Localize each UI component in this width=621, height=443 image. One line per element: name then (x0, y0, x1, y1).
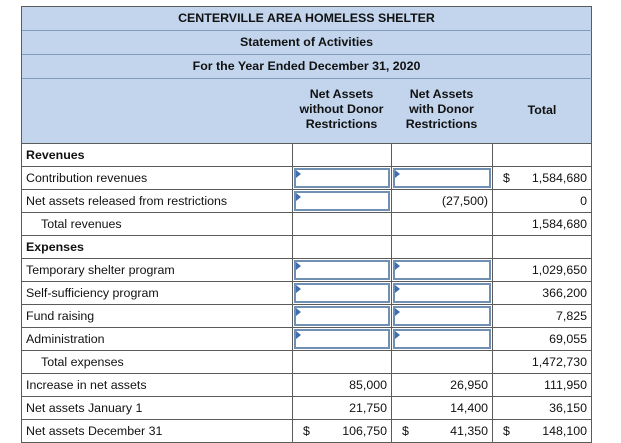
cell (292, 213, 391, 235)
input-marker-icon (296, 170, 301, 178)
with-donor-value: 41,350 (450, 424, 488, 438)
table-row (22, 213, 592, 236)
cell (292, 328, 391, 350)
without-donor-value: 21,750 (349, 401, 387, 415)
total-value: 366,200 (542, 286, 587, 300)
row-label: Fund raising (26, 309, 95, 323)
cell (391, 213, 492, 235)
row-label: Total expenses (41, 355, 124, 369)
administration-without-donor-input[interactable] (294, 329, 390, 349)
dollar-sign: $ (503, 424, 510, 438)
fund-raising-with-donor-input[interactable] (393, 306, 491, 326)
table-row (22, 259, 592, 282)
cell (391, 397, 492, 419)
table-row (22, 144, 592, 167)
row-label: Net assets January 1 (26, 401, 143, 415)
with-donor-value: (27,500) (441, 194, 488, 208)
cell (391, 374, 492, 396)
temporary-shelter-without-donor-input[interactable] (294, 260, 390, 280)
period-title: For the Year Ended December 31, 2020 (22, 55, 592, 79)
cell (492, 213, 592, 235)
temporary-shelter-with-donor-input[interactable] (393, 260, 491, 280)
input-marker-icon (395, 262, 400, 270)
cell (492, 236, 592, 258)
without-donor-value: 106,750 (342, 424, 387, 438)
cell (292, 420, 391, 442)
statement-of-activities-sheet (21, 6, 592, 443)
cell (391, 351, 492, 373)
cell (492, 167, 592, 189)
cell (292, 397, 391, 419)
input-marker-icon (296, 331, 301, 339)
total-value: 0 (580, 194, 587, 208)
cell (492, 144, 592, 166)
total-value: 69,055 (549, 332, 587, 346)
fund-raising-without-donor-input[interactable] (294, 306, 390, 326)
row-label: Increase in net assets (26, 378, 147, 392)
column-header-row (22, 79, 592, 144)
row-label: Total revenues (41, 217, 122, 231)
dollar-sign: $ (503, 171, 510, 185)
input-marker-icon (395, 285, 400, 293)
cell (292, 305, 391, 327)
table-row (22, 167, 592, 190)
cell (391, 328, 492, 350)
cell (492, 259, 592, 281)
cell (292, 167, 391, 189)
cell (391, 259, 492, 281)
cell (492, 374, 592, 396)
header-line: Net Assets (409, 87, 474, 101)
administration-with-donor-input[interactable] (393, 329, 491, 349)
table-row (22, 374, 592, 397)
cell (292, 190, 391, 212)
cell (292, 351, 391, 373)
cell (492, 351, 592, 373)
column-header-without-donor (292, 87, 391, 132)
cell (492, 305, 592, 327)
cell (492, 420, 592, 442)
input-marker-icon (296, 262, 301, 270)
row-label: Net assets released from restrictions (26, 194, 228, 208)
cell (391, 167, 492, 189)
total-value: 7,825 (555, 309, 587, 323)
cell (292, 374, 391, 396)
total-value: 1,472,730 (531, 355, 587, 369)
table-row (22, 236, 592, 259)
input-marker-icon (395, 331, 400, 339)
cell (492, 190, 592, 212)
table-row (22, 351, 592, 374)
cell (292, 236, 391, 258)
dollar-sign: $ (402, 424, 409, 438)
row-label: Temporary shelter program (26, 263, 175, 277)
column-header-total: Total (527, 103, 557, 117)
cell (391, 305, 492, 327)
released-without-donor-input[interactable] (294, 191, 390, 211)
cell (292, 259, 391, 281)
dollar-sign: $ (303, 424, 310, 438)
row-label: Administration (26, 332, 105, 346)
total-value: 1,029,650 (531, 263, 587, 277)
self-sufficiency-without-donor-input[interactable] (294, 283, 390, 303)
table-row (22, 305, 592, 328)
contribution-without-donor-input[interactable] (294, 168, 390, 188)
row-label: Contribution revenues (26, 171, 148, 185)
cell (391, 144, 492, 166)
header-line: Restrictions (405, 117, 478, 131)
cell (391, 420, 492, 442)
organization-title: CENTERVILLE AREA HOMELESS SHELTER (22, 7, 592, 31)
total-value: 1,584,680 (531, 217, 587, 231)
cell (391, 282, 492, 304)
table-row (22, 328, 592, 351)
statement-title: Statement of Activities (22, 31, 592, 55)
cell (391, 236, 492, 258)
header-line: with Donor (409, 102, 474, 116)
table-row (22, 190, 592, 213)
row-label: Self-sufficiency program (26, 286, 159, 300)
input-marker-icon (296, 285, 301, 293)
cell (292, 144, 391, 166)
row-label: Net assets December 31 (26, 424, 163, 438)
total-value: 148,100 (542, 424, 587, 438)
cell (391, 190, 492, 212)
with-donor-value: 14,400 (450, 401, 488, 415)
cell (292, 282, 391, 304)
cell (492, 397, 592, 419)
cell (492, 282, 592, 304)
table-row (22, 420, 592, 443)
input-marker-icon (395, 170, 400, 178)
without-donor-value: 85,000 (349, 378, 387, 392)
revenues-heading: Revenues (26, 148, 85, 162)
total-value: 1,584,680 (531, 171, 587, 185)
column-header-with-donor (391, 87, 492, 132)
input-marker-icon (395, 308, 400, 316)
header-line: Restrictions (305, 117, 378, 131)
contribution-with-donor-input[interactable] (393, 168, 491, 188)
total-value: 111,950 (544, 378, 587, 392)
input-marker-icon (296, 308, 301, 316)
table-row (22, 397, 592, 420)
self-sufficiency-with-donor-input[interactable] (393, 283, 491, 303)
with-donor-value: 26,950 (450, 378, 488, 392)
total-value: 36,150 (549, 401, 587, 415)
header-line: without Donor (299, 102, 384, 116)
table-row (22, 282, 592, 305)
expenses-heading: Expenses (26, 240, 84, 254)
cell (492, 328, 592, 350)
header-line: Net Assets (309, 87, 374, 101)
input-marker-icon (296, 193, 301, 201)
